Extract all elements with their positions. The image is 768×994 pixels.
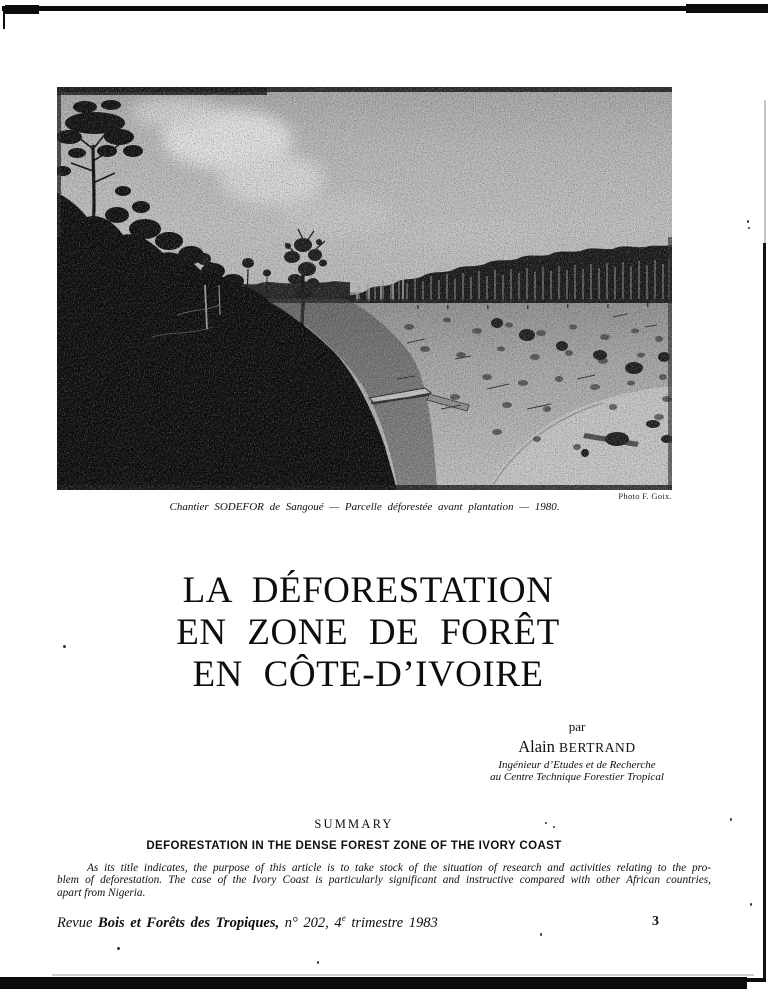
- scan-top-bar: [2, 6, 766, 11]
- scan-bottom-edge-light: [52, 974, 754, 976]
- author-block: [468, 719, 686, 783]
- author-first-name: Alain: [518, 737, 555, 756]
- author-last-name: BERTRAND: [559, 740, 636, 755]
- scan-speck: [748, 227, 750, 229]
- journal-footer-revue: Revue: [57, 914, 93, 931]
- summary-line: As its title indicates, the purpose of this article is to take stock of the situation of research and activities relating to the pro-: [87, 862, 711, 874]
- scan-speck: [117, 947, 120, 950]
- scan-speck: [317, 961, 319, 964]
- journal-issue: n° 202, 4: [284, 914, 342, 931]
- title-line-2: EN ZONE DE FORÊT: [176, 612, 560, 653]
- summary-heading: SUMMARY: [314, 817, 394, 831]
- author-role-1: Ingénieur d’Etudes et de Recherche: [498, 759, 656, 771]
- byline-par: par: [568, 719, 586, 734]
- scan-top-bar-right: [686, 4, 768, 13]
- article-title: [57, 570, 679, 696]
- page-number: 3: [652, 914, 659, 929]
- journal-name: Bois et Forêts des Tropiques,: [98, 914, 280, 931]
- photo-credit: Photo F. Goix.: [618, 491, 672, 501]
- summary-body: [57, 862, 711, 899]
- scan-speck: [750, 903, 752, 906]
- title-line-3: EN CÔTE-D’IVOIRE: [192, 654, 544, 695]
- summary-section: [60, 817, 648, 852]
- author-role-2: au Centre Technique Forestier Tropical: [490, 770, 664, 783]
- scan-bottom-bar-thin: [740, 978, 766, 982]
- scan-top-left-tick: [3, 6, 5, 29]
- journal-issue-superscript: e: [341, 913, 346, 923]
- summary-line: blem of deforestation. The case of the Ivory Coast is particularly significant and instructive compared with other African countries,: [57, 874, 711, 887]
- summary-line: apart from Nigeria.: [57, 886, 146, 899]
- title-line-1: LA DÉFORESTATION: [182, 570, 554, 611]
- deforestation-photo: [57, 87, 672, 490]
- scan-top-bar-blob: [5, 5, 39, 14]
- scan-speck: [730, 818, 732, 821]
- author-name: [468, 737, 686, 757]
- journal-issue-date: trimestre 1983: [351, 914, 438, 931]
- scan-right-edge-light: [764, 100, 766, 245]
- journal-footer: [57, 913, 711, 932]
- photo-caption: Chantier SODEFOR de Sangoué — Parcelle déforestée avant plantation — 1980.: [169, 501, 560, 513]
- scan-right-edge-dark: [763, 243, 766, 982]
- scan-bottom-bar: [0, 977, 747, 989]
- summary-subheading: DEFORESTATION IN THE DENSE FOREST ZONE OF THE IVORY COAST: [146, 840, 562, 852]
- scan-speck: [747, 220, 749, 223]
- scan-speck: [540, 933, 542, 936]
